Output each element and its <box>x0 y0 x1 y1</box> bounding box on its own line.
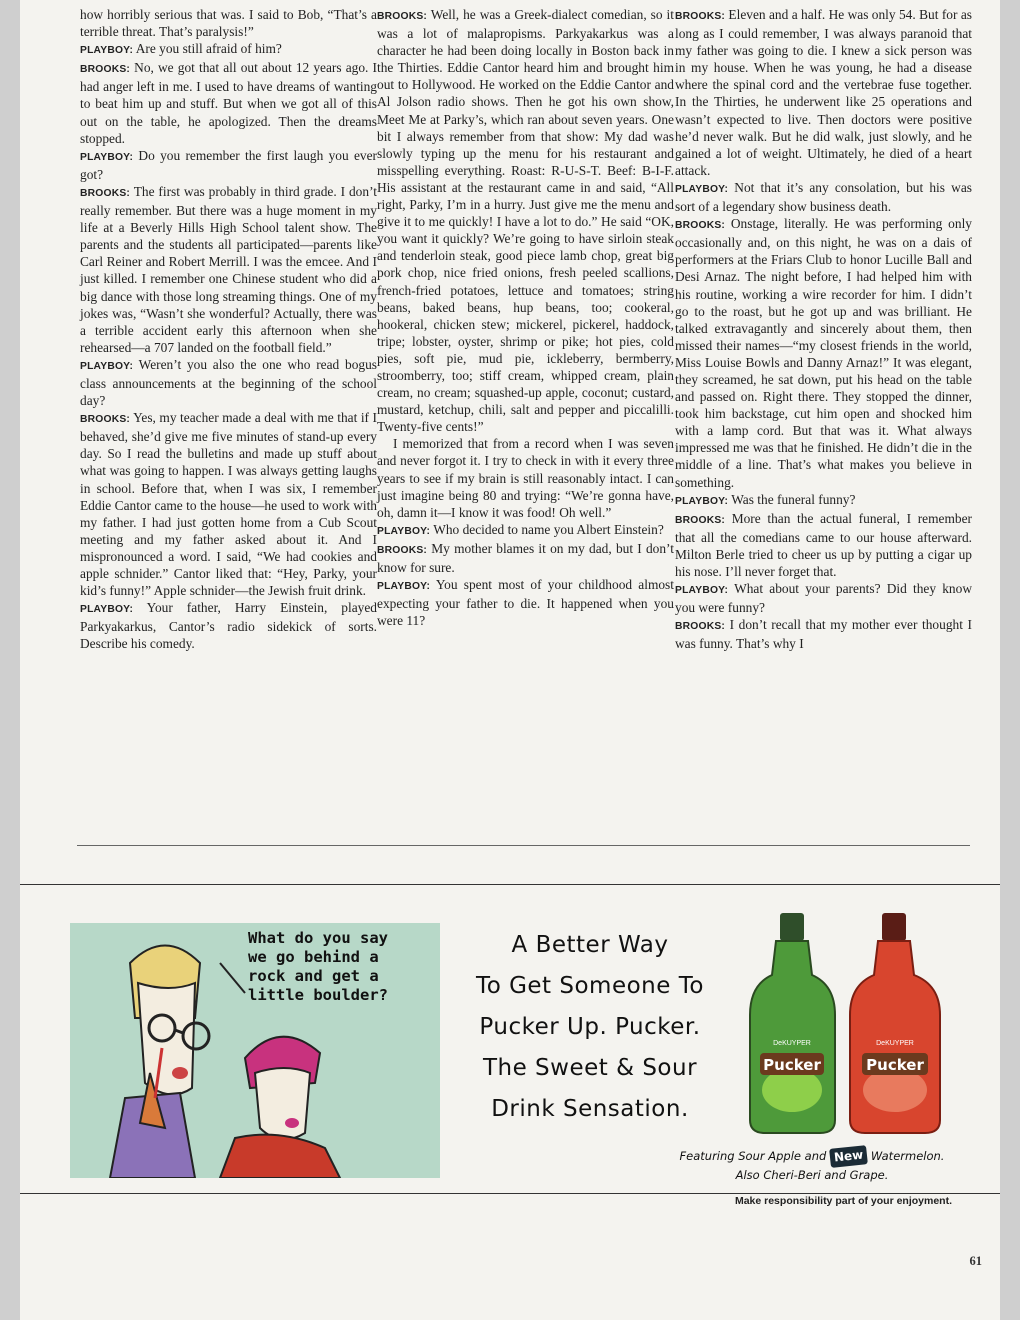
paragraph-text: The first was probably in third grade. I don’t really remember. But there was a huge moment in my life at a Beverly Hills High School talent show. The parents and the students all participated—parents like Carl Reiner and Robert Merrill. I was the emcee. And I just killed. I remember one Chinese student who did a big dance with those long streaming things. One of my jokes was, “Wasn’t she wonderful? Actually, there was a terrible accident early this afternoon when she rehearsed—a 707 landed on the football field.” <box>80 183 378 355</box>
paragraph-text: No, we got that all out about 12 years ago. I had anger left in me. I used to have dreams of wanting to beat him up and stuff. But when we got all of this out on the table, he apologized. Then the dreams stopped. <box>80 60 377 146</box>
paragraph-text: Onstage, literally. He was performing only occasionally and, on this night, he was on a dais of performers at the Friars Club to honor Lucille Ball and Desi Arnaz. The night before, I had helped him with his routine, working a wire recorder for him. I didn’t go to the roast, but he got up and was brilliant. He talked extravagantly and sincerely about them, then missed their names—“my closest friends in the world, Miss Louise Bowls and Danny Arnaz!” It was elegant, they screamed, he sat down, put his head on the table and passed on. Right there. They stopped the dinner, took him backstage, cut him open and shocked him with a lamp cord. But that was it. What always impressed me was that he finished. He didn’t die in the middle of a line. That’s what makes you believe in something. <box>675 216 972 490</box>
responsibility-disclaimer: Make responsibility part of your enjoyment. <box>734 1195 952 1207</box>
svg-text:Pucker: Pucker <box>866 1056 924 1074</box>
interview-paragraph <box>80 147 377 183</box>
interview-paragraph <box>80 356 377 409</box>
speaker-label: PLAYBOY: <box>377 525 431 537</box>
interview-paragraph <box>80 409 377 599</box>
paragraph-text: I memorized that from a record when I was seven and never forgot it. I try to check in with it every three years to see if my brain is still reasonably intact. I can just imagine being 80 and trying: “We’re gonna have, oh, damn it—I know it was food! Oh well.” <box>377 436 674 520</box>
interview-paragraph <box>377 540 674 576</box>
ad-flavor-tagline: Featuring Sour Apple and New Watermelon. Also Cheri-Beri and Grape. <box>652 1147 972 1185</box>
speaker-label: PLAYBOY: <box>80 360 134 372</box>
interview-paragraph <box>675 179 972 215</box>
liqueur-bottles-icon <box>740 905 960 1150</box>
paragraph-text: Yes, my teacher made a deal with me that if I behaved, she’d give me five minutes of stand-up every day. So I read the bulletins and made up stuff about what was going to happen. I was always getting laughs in school. Before that, when I was six, I remember Eddie Cantor came to the house—he used to work with my father. I had just gotten home from a Cub Scout meeting and my father asked about it. And I mispronounced a word. I said, “We had cookies and apple schnider.” Cantor liked that: “Hey, Parky, your kid’s funny!” Apple schnider—the Jewish fruit drink. <box>80 410 377 599</box>
speaker-label: BROOKS: <box>80 414 131 426</box>
speech-bubble: What do you say we go behind a rock and get a little boulder? <box>248 929 388 1004</box>
paragraph-text: More than the actual funeral, I remember that all the comedians came to our house afterward. Milton Berle tried to cheer us up by putting a cigar up his nose. I’ll never forget that. <box>675 510 972 579</box>
svg-text:DeKUYPER: DeKUYPER <box>876 1040 914 1047</box>
speaker-label: BROOKS: <box>675 621 726 633</box>
speaker-label: PLAYBOY: <box>675 585 729 597</box>
paragraph-text: Was the funeral funny? <box>731 491 856 507</box>
paragraph-text: Your father, Harry Einstein, played Parkyakarkus, Cantor’s radio sidekick of sorts. Describe his comedy. <box>80 600 377 652</box>
paragraph-text: Who decided to name you Albert Einstein? <box>433 521 664 537</box>
interview-paragraph <box>80 183 377 356</box>
speaker-label: BROOKS: <box>80 187 131 199</box>
text-column-3 <box>675 6 972 652</box>
speaker-label: PLAYBOY: <box>675 183 729 195</box>
interview-paragraph <box>675 6 972 179</box>
paragraph-text: how horribly serious that was. I said to Bob, “That’s a terrible threat. That’s paralysis!” <box>80 7 377 40</box>
interview-paragraph <box>675 510 972 580</box>
interview-paragraph <box>377 435 674 520</box>
speaker-label: PLAYBOY: <box>675 495 729 507</box>
interview-paragraph <box>675 580 972 616</box>
interview-paragraph <box>80 59 377 146</box>
paragraph-text: You spent most of your childhood almost expecting your father to die. It happened when you were 11? <box>377 577 674 629</box>
column-divider-rule <box>77 845 970 846</box>
interview-paragraph <box>675 616 972 652</box>
speaker-label: BROOKS: <box>675 220 726 232</box>
interview-paragraph <box>377 521 674 540</box>
interview-paragraph <box>377 6 674 435</box>
paragraph-text: Well, he was a Greek-dialect comedian, so it was a lot of malapropisms. Parkyakarkus was a character he had been doing locally in Boston back in the Thirties. Eddie Cantor heard him and brought him out to Hollywood. He worked on the Eddie Cantor and Al Jolson radio shows. Then he got his own show, Meet Me at Parky’s, which ran about seven years. One bit I always remember from that show: My dad was slowly typing up the menu for his restaurant and misspelling everything. Roast: R-U-S-T. Beef: B-I-F. His assistant at the restaurant came in and said, “All right, Parky, I’m in a hurry. Just give me the menu and give it to me quickly! I have a lot to do.” He said “OK, you want it quickly? We’re going to have sirloin steak and tenderloin steak, good piece lamb chop, great big pork chop, nice fried onions, fresh peeled scallions, french-fried potatoes, lettuce and tomatoes; string beans, baked beans, hup beans, too; cookeral, hookeral, chicken stew; mickerel, pickerel, haddock, tripe; lobster, oyster, shrimp or pike; hot pies, cold pies, soft pie, mud pie, ickleberry, bermberry, stroomberry, too; stiff cream, whipped cream, plain cream, no cream; squashed-up apple, coconut; custard, mustard, ketchup, chili, salt and pepper and piccalilli. Twenty-five cents!” <box>377 7 674 435</box>
speaker-label: PLAYBOY: <box>80 45 134 57</box>
interview-paragraph <box>675 215 972 491</box>
speaker-label: BROOKS: <box>675 514 726 526</box>
magazine-page <box>20 0 1000 1320</box>
speaker-label: PLAYBOY: <box>80 151 134 163</box>
page-number: 61 <box>969 1254 982 1268</box>
paragraph-text: Eleven and a half. He was only 54. But for as long as I could remember, I was always paranoid that my father was going to die. I knew a sick person was in my house. When he was young, he had a disease where the spinal cord and the vertebrae fuse together. In the Thirties, he underwent like 25 operations and wasn’t expected to live. Then doctors were positive he’d never walk. But he did walk, just slowly, and he gained a lot of weight. Ultimately, he died of a heart attack. <box>675 7 972 178</box>
interview-paragraph <box>377 576 674 629</box>
speaker-label: BROOKS: <box>80 64 131 76</box>
speaker-label: BROOKS: <box>377 11 428 22</box>
pucker-advertisement <box>20 884 1000 1194</box>
interview-paragraph <box>80 6 377 40</box>
cartoon-illustration <box>70 923 440 1178</box>
paragraph-text: What about your parents? Did they know you were funny? <box>675 581 972 616</box>
paragraph-text: Do you remember the first laugh you ever got? <box>80 147 377 182</box>
ad-headline: A Better Way To Get Someone To Pucker Up. Pucker. The Sweet & Sour Drink Sensation. <box>476 932 704 1122</box>
svg-text:DeKUYPER: DeKUYPER <box>773 1040 811 1047</box>
paragraph-text: I don’t recall that my mother ever thought I was funny. That’s why I <box>675 617 972 652</box>
speaker-label: PLAYBOY: <box>80 604 134 616</box>
paragraph-text: Are you still afraid of him? <box>135 41 282 57</box>
speaker-label: BROOKS: <box>377 544 428 556</box>
paragraph-text: My mother blames it on my dad, but I don’t know for sure. <box>377 540 674 575</box>
interview-paragraph <box>80 40 377 59</box>
paragraph-text: Not that it’s any consolation, but his was sort of a legendary show business death. <box>675 179 972 215</box>
text-column-1 <box>80 6 377 652</box>
speaker-label: PLAYBOY: <box>377 581 431 593</box>
svg-text:Pucker: Pucker <box>763 1056 821 1074</box>
new-badge: New <box>829 1145 868 1168</box>
speaker-label: BROOKS: <box>675 11 726 22</box>
interview-paragraph <box>675 491 972 510</box>
interview-paragraph <box>80 599 377 652</box>
paragraph-text: Weren’t you also the one who read bogus class announcements at the beginning of the school day? <box>80 356 378 409</box>
text-column-2 <box>377 6 674 629</box>
